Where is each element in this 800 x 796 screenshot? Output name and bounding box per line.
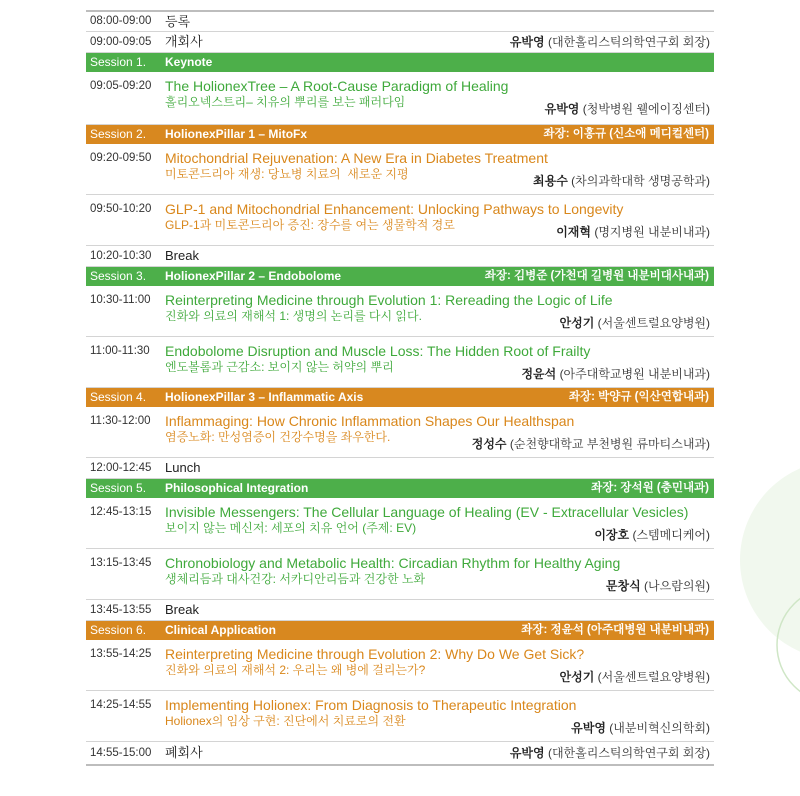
speaker-affiliation: (순천향대학교 부천병원 류마티스내과) xyxy=(509,437,710,451)
speaker xyxy=(571,721,710,735)
time-slot: 12:00-12:45 xyxy=(90,462,152,474)
break-row xyxy=(86,600,714,621)
session-title: HolionexPillar 3 – Inflammatic Axis xyxy=(165,390,364,404)
speaker-name: 안성기 xyxy=(559,670,595,684)
item-title: Break xyxy=(165,248,199,263)
speaker-affiliation: (나으람의원) xyxy=(644,579,710,593)
session-title: Keynote xyxy=(165,55,213,69)
speaker xyxy=(533,174,710,188)
speaker-affiliation: (아주대학교병원 내분비내과) xyxy=(559,367,710,381)
session-bar-2 xyxy=(86,125,714,144)
session-chair: 좌장: 장석원 (충민내과) xyxy=(591,482,709,494)
speaker-name: 유박영 xyxy=(544,102,580,116)
talk-row xyxy=(86,337,714,388)
talk-title-ko: 진화와 의료의 재해석 1: 생명의 논리를 다시 읽다. xyxy=(165,309,422,323)
talk-row xyxy=(86,691,714,742)
talk-row xyxy=(86,498,714,549)
time-slot: 09:05-09:20 xyxy=(90,80,152,92)
lunch-row xyxy=(86,458,714,479)
item-title: Break xyxy=(165,602,199,617)
talk-title-ko: 진화와 의료의 재해석 2: 우리는 왜 병에 걸리는가? xyxy=(165,663,426,677)
talk-title-en: Endobolome Disruption and Muscle Loss: The Hidden Root of Frailty xyxy=(165,343,591,359)
session-chair: 좌장: 이홍규 (신소애 메디컬센터) xyxy=(543,128,709,140)
talk-row xyxy=(86,144,714,195)
talk-title-ko: 생체리듬과 대사건강: 서카디안리듬과 건강한 노화 xyxy=(165,572,426,586)
talk-row xyxy=(86,640,714,691)
item-title: 등록 xyxy=(165,14,191,29)
speaker-name: 정성수 xyxy=(471,437,507,451)
speaker-affiliation: (스템메디케어) xyxy=(632,528,710,542)
talk-row xyxy=(86,195,714,246)
session-chair: 좌장: 김병준 (가천대 길병원 내분비대사내과) xyxy=(484,270,709,282)
speaker-name: 이장호 xyxy=(594,528,630,542)
decorative-circles xyxy=(740,460,800,710)
speaker xyxy=(560,670,710,684)
session-bar-4 xyxy=(86,388,714,407)
speaker-affiliation: (내분비혁신의학회) xyxy=(609,721,710,735)
speaker xyxy=(560,316,710,330)
talk-title-en: Inflammaging: How Chronic Inflammation Shapes Our Healthspan xyxy=(165,413,575,429)
time-slot: 10:20-10:30 xyxy=(90,250,152,262)
speaker xyxy=(594,528,710,542)
speaker-name: 이재혁 xyxy=(556,225,591,239)
talk-title-en: Reinterpreting Medicine through Evolution 2: Why Do We Get Sick? xyxy=(165,646,585,662)
talk-title-en: GLP-1 and Mitochondrial Enhancement: Unlocking Pathways to Longevity xyxy=(165,201,624,217)
time-slot: 13:15-13:45 xyxy=(90,557,152,569)
time-slot: 11:00-11:30 xyxy=(90,345,150,357)
speaker xyxy=(510,742,710,764)
speaker-affiliation: (서울센트럴요양병원) xyxy=(597,316,710,330)
session-bar-1 xyxy=(86,53,714,72)
item-title: 폐회사 xyxy=(165,745,203,760)
session-label: Session 4. xyxy=(90,390,147,404)
speaker xyxy=(521,367,710,381)
talk-row xyxy=(86,407,714,458)
speaker-affiliation: (대한홀리스틱의학연구회 회장) xyxy=(547,746,710,760)
talk-title-ko: 미토콘드리아 재생: 당뇨병 치료의 새로운 지평 xyxy=(165,167,409,181)
speaker xyxy=(472,437,710,451)
talk-title-en: Invisible Messengers: The Cellular Language of Healing (EV - Extracellular Vesicles) xyxy=(165,504,689,520)
item-title: 개회사 xyxy=(165,34,203,49)
speaker xyxy=(545,102,710,116)
session-chair: 좌장: 정윤석 (아주대병원 내분비내과) xyxy=(521,624,709,636)
speaker-affiliation: (서울센트럴요양병원) xyxy=(597,670,710,684)
time-slot: 12:45-13:15 xyxy=(90,506,152,518)
time-slot: 09:00-09:05 xyxy=(90,36,152,48)
speaker-affiliation: (대한홀리스틱의학연구회 회장) xyxy=(547,35,710,49)
talk-title-ko: Holionex의 임상 구현: 진단에서 치료로의 전환 xyxy=(165,714,406,728)
speaker-name: 문창식 xyxy=(605,579,641,593)
talk-row xyxy=(86,549,714,600)
speaker-name: 유박영 xyxy=(509,746,545,760)
speaker xyxy=(606,579,710,593)
talk-title-en: Implementing Holionex: From Diagnosis to Therapeutic Integration xyxy=(165,697,577,713)
session-title: HolionexPillar 2 – Endobolome xyxy=(165,269,342,283)
talk-title-en: The HolionexTree – A Root-Cause Paradigm of Healing xyxy=(165,78,509,94)
time-slot: 10:30-11:00 xyxy=(90,294,151,306)
decor-filled-circle xyxy=(740,460,800,660)
session-label: Session 5. xyxy=(90,481,147,495)
session-chair: 좌장: 박양규 (익산연합내과) xyxy=(568,391,709,403)
time-slot: 13:45-13:55 xyxy=(90,604,152,616)
session-label: Session 1. xyxy=(90,55,147,69)
time-slot: 09:50-10:20 xyxy=(90,203,152,215)
session-title: Philosophical Integration xyxy=(165,481,309,495)
talk-title-ko: 염증노화: 만성염증이 건강수명을 좌우한다. xyxy=(165,430,391,444)
registration-row xyxy=(86,12,714,32)
session-label: Session 2. xyxy=(90,127,147,141)
item-title: Lunch xyxy=(165,460,201,475)
talk-title-en: Chronobiology and Metabolic Health: Circadian Rhythm for Healthy Aging xyxy=(165,555,621,571)
time-slot: 14:55-15:00 xyxy=(90,747,152,759)
break-row xyxy=(86,246,714,267)
speaker-name: 정윤석 xyxy=(521,367,557,381)
time-slot: 14:25-14:55 xyxy=(90,699,152,711)
closing-remarks-row xyxy=(86,742,714,764)
talk-title-en: Reinterpreting Medicine through Evolution 1: Rereading the Logic of Life xyxy=(165,292,613,308)
talk-row xyxy=(86,286,714,337)
speaker-name: 유박영 xyxy=(571,721,606,735)
speaker-affiliation: (명지병원 내분비내과) xyxy=(594,225,710,239)
time-slot: 09:20-09:50 xyxy=(90,152,152,164)
speaker xyxy=(556,225,710,239)
session-title: HolionexPillar 1 – MitoFx xyxy=(165,127,308,141)
session-label: Session 3. xyxy=(90,269,147,283)
speaker-name: 유박영 xyxy=(509,35,545,49)
speaker xyxy=(510,32,710,52)
session-bar-6 xyxy=(86,621,714,640)
time-slot: 08:00-09:00 xyxy=(90,15,152,27)
time-slot: 11:30-12:00 xyxy=(90,415,151,427)
talk-title-ko: 홀리오넥스트리– 치유의 뿌리를 보는 패러다임 xyxy=(165,95,406,109)
talk-title-ko: 보이지 않는 메신저: 세포의 치유 언어 (주제: EV) xyxy=(165,521,417,535)
session-title: Clinical Application xyxy=(165,623,276,637)
talk-row xyxy=(86,72,714,125)
speaker-name: 안성기 xyxy=(559,316,595,330)
speaker-name: 최용수 xyxy=(533,174,568,188)
time-slot: 13:55-14:25 xyxy=(90,648,152,660)
session-bar-5 xyxy=(86,479,714,498)
opening-remarks-row xyxy=(86,32,714,53)
session-label: Session 6. xyxy=(90,623,147,637)
talk-title-ko: 엔도볼롬과 근감소: 보이지 않는 허약의 뿌리 xyxy=(165,360,394,374)
talk-title-ko: GLP-1과 미토콘드리아 증진: 장수를 여는 생물학적 경로 xyxy=(165,218,455,232)
talk-title-en: Mitochondrial Rejuvenation: A New Era in Diabetes Treatment xyxy=(165,150,548,166)
program-table xyxy=(86,10,714,766)
speaker-affiliation: (차의과학대학 생명공학과) xyxy=(571,174,710,188)
speaker-affiliation: (청박병원 웰에이징센터) xyxy=(582,102,710,116)
session-bar-3 xyxy=(86,267,714,286)
